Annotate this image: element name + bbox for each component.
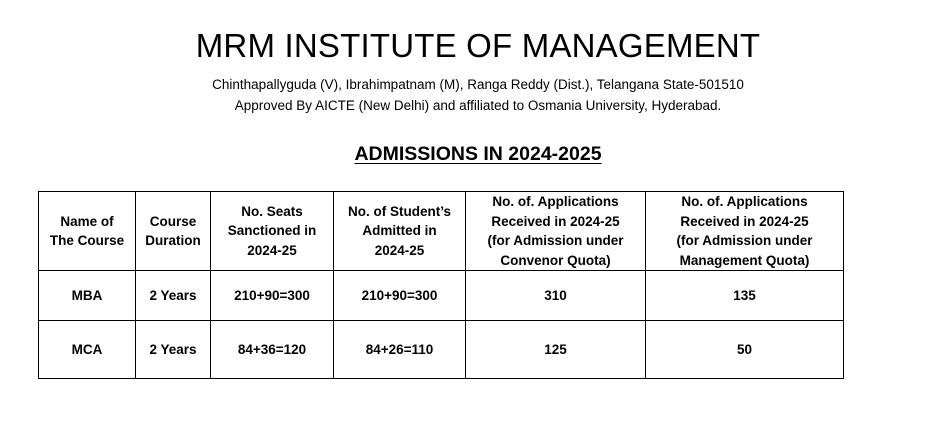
header-line: Admitted in: [362, 223, 437, 239]
header-line: No. of Student’s: [348, 203, 451, 219]
institute-title: MRM INSTITUTE OF MANAGEMENT: [195, 27, 761, 64]
header-line: Course: [149, 213, 197, 229]
header-line: No. of. Applications: [492, 194, 619, 209]
cell-duration: 2 Years: [136, 321, 211, 379]
cell-students-admitted: 84+26=110: [334, 321, 466, 379]
header-line: No. of. Applications: [681, 194, 808, 209]
cell-management-applications: 50: [646, 321, 844, 379]
table-row: [39, 321, 844, 379]
cell-course-name: MBA: [39, 271, 136, 321]
header-line: The Course: [49, 233, 125, 248]
header-cell-management-applications: [646, 192, 844, 271]
cell-seats-sanctioned: 210+90=300: [211, 271, 334, 321]
header-cell-duration: [136, 192, 211, 271]
cell-seats-sanctioned: 84+36=120: [211, 321, 334, 379]
cell-convenor-applications: 125: [466, 321, 646, 379]
header-line: Management Quota): [679, 252, 810, 268]
section-heading: [0, 141, 943, 167]
header-line: No. Seats: [241, 203, 303, 219]
cell-convenor-applications: 310: [466, 271, 646, 321]
institute-approval: Approved By AICTE (New Delhi) and affiliated to Osmania University, Hyderabad.: [234, 98, 722, 113]
cell-management-applications: 135: [646, 271, 844, 321]
section-heading-text: ADMISSIONS IN 2024-2025: [354, 143, 602, 165]
admissions-table: [38, 191, 844, 379]
header-cell-convenor-applications: [466, 192, 646, 271]
cell-course-name: MCA: [39, 321, 136, 379]
header-cell-course-name: [39, 192, 136, 271]
institute-address: Chinthapallyguda (V), Ibrahimpatnam (M), Ranga Reddy (Dist.), Telangana State-501510: [212, 77, 744, 92]
header-line: Received in 2024-25: [680, 213, 809, 229]
header-line: Duration: [145, 233, 201, 248]
header-line: (for Admission under: [676, 233, 813, 248]
cell-duration: 2 Years: [136, 271, 211, 321]
header-cell-seats-sanctioned: [211, 192, 334, 271]
table-header-row: [39, 192, 844, 271]
header-line: (for Admission under: [487, 233, 624, 248]
header-line: Name of: [60, 213, 114, 229]
table-row: [39, 271, 844, 321]
header-line: Convenor Quota): [500, 252, 611, 268]
header-line: 2024-25: [247, 242, 297, 258]
header-cell-students-admitted: [334, 192, 466, 271]
header-line: Received in 2024-25: [491, 213, 620, 229]
cell-students-admitted: 210+90=300: [334, 271, 466, 321]
header-line: Sanctioned in: [227, 223, 317, 239]
header-line: 2024-25: [374, 242, 425, 258]
